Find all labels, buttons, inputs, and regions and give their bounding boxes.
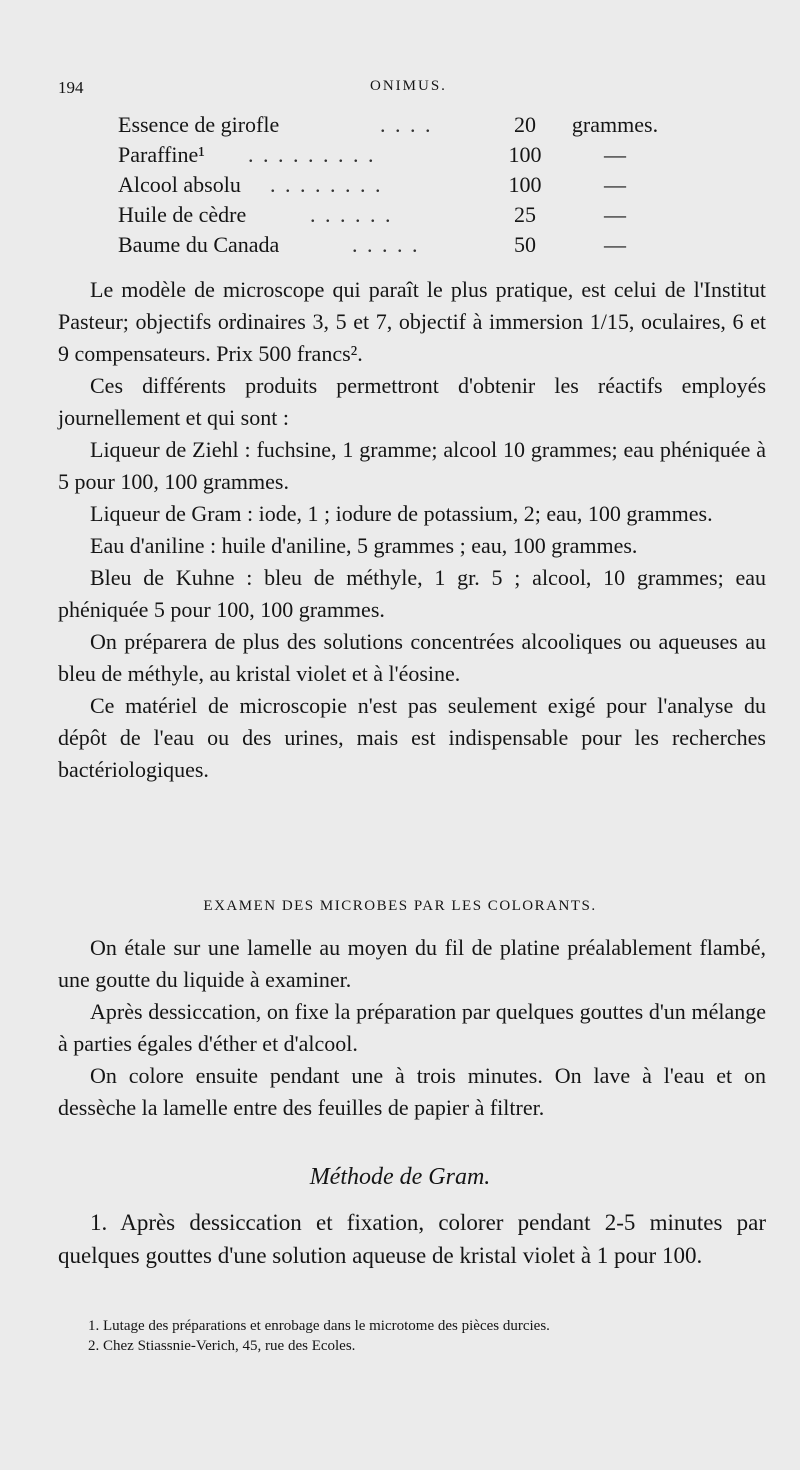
method-title: Méthode de Gram. — [309, 1164, 491, 1190]
paragraph: Ce matériel de microscopie n'est pas seulement exigé pour l'analyse du dépôt de l'eau ou des urines, mais est indispensable pour les recherches bactériologiques. — [58, 693, 766, 782]
ingredient-quantity: 100 — [508, 142, 542, 167]
paragraph: Eau d'aniline : huile d'aniline, 5 grammes ; eau, 100 grammes. — [90, 533, 638, 558]
leader-dots: . . . . . . — [310, 202, 393, 227]
ingredient-quantity: 100 — [508, 172, 542, 197]
running-title: ONIMUS. — [370, 78, 447, 94]
method-text — [58, 1206, 766, 1272]
leader-dots: . . . . . . . . — [270, 172, 383, 197]
paragraph: Liqueur de Gram : iode, 1 ; iodure de potassium, 2; eau, 100 grammes. — [90, 501, 713, 526]
ingredient-row — [0, 112, 800, 142]
paragraph: 1. Après dessiccation et fixation, colorer pendant 2-5 minutes par quelques gouttes d'une solution aqueuse de kristal violet à 1 pour 100. — [58, 1210, 766, 1268]
ingredient-name: Essence de girofle — [118, 112, 280, 137]
leader-dots: . . . . . — [352, 232, 420, 257]
ingredient-name: Huile de cèdre — [118, 202, 247, 227]
footnote: 2. Chez Stiassnie-Verich, 45, rue des Ecoles. — [88, 1338, 356, 1354]
paragraph: Après dessiccation, on fixe la préparation par quelques gouttes d'un mélange à parties égales d'éther et d'alcool. — [58, 999, 766, 1056]
ingredient-name: Paraffine¹ — [118, 142, 205, 167]
ingredient-quantity: 50 — [514, 232, 536, 257]
page-header — [0, 78, 800, 104]
ingredient-unit: — — [604, 142, 626, 167]
ingredient-list — [0, 112, 800, 262]
footnotes — [88, 1316, 768, 1356]
ingredient-unit: grammes. — [571, 112, 659, 137]
ingredient-unit: — — [604, 202, 626, 227]
paragraph: On préparera de plus des solutions concentrées alcooliques ou aqueuses au bleu de méthyle, au kristal violet et à l'éosine. — [58, 629, 766, 686]
ingredient-row — [0, 142, 800, 172]
ingredient-row — [0, 202, 800, 232]
section-heading: EXAMEN DES MICROBES PAR LES COLORANTS. — [203, 898, 597, 914]
ingredient-unit: — — [604, 232, 626, 257]
main-text — [58, 274, 766, 786]
ingredient-name: Baume du Canada — [118, 232, 280, 257]
footnote: 1. Lutage des préparations et enrobage dans le microtome des pièces durcies. — [88, 1318, 550, 1334]
paragraph: Bleu de Kuhne : bleu de méthyle, 1 gr. 5 ; alcool, 10 grammes; eau phéniquée 5 pour 100, 100 grammes. — [58, 565, 766, 622]
paragraph: On étale sur une lamelle au moyen du fil de platine préalablement flambé, une goutte du liquide à examiner. — [58, 935, 766, 992]
paragraph: Liqueur de Ziehl : fuchsine, 1 gramme; alcool 10 grammes; eau phéniquée à 5 pour 100, 100 grammes. — [58, 437, 766, 494]
ingredient-quantity: 20 — [514, 112, 536, 137]
paragraph: On colore ensuite pendant une à trois minutes. On lave à l'eau et on dessèche la lamelle entre des feuilles de papier à filtrer. — [58, 1063, 766, 1120]
leader-dots: . . . . — [380, 112, 433, 137]
paragraph: Ces différents produits permettront d'obtenir les réactifs employés journellement et qui sont : — [58, 373, 766, 430]
paragraph: Le modèle de microscope qui paraît le plus pratique, est celui de l'Institut Pasteur; objectifs ordinaires 3, 5 et 7, objectif à immersion 1/15, oculaires, 6 et 9 compensateurs. Prix 500 francs². — [58, 277, 766, 366]
section-text — [58, 932, 766, 1124]
page-number: 194 — [58, 78, 84, 97]
ingredient-name: Alcool absolu — [118, 172, 241, 197]
ingredient-row — [0, 172, 800, 202]
leader-dots: . . . . . . . . . — [248, 142, 376, 167]
ingredient-row — [0, 232, 800, 262]
ingredient-unit: — — [604, 172, 626, 197]
ingredient-quantity: 25 — [514, 202, 536, 227]
